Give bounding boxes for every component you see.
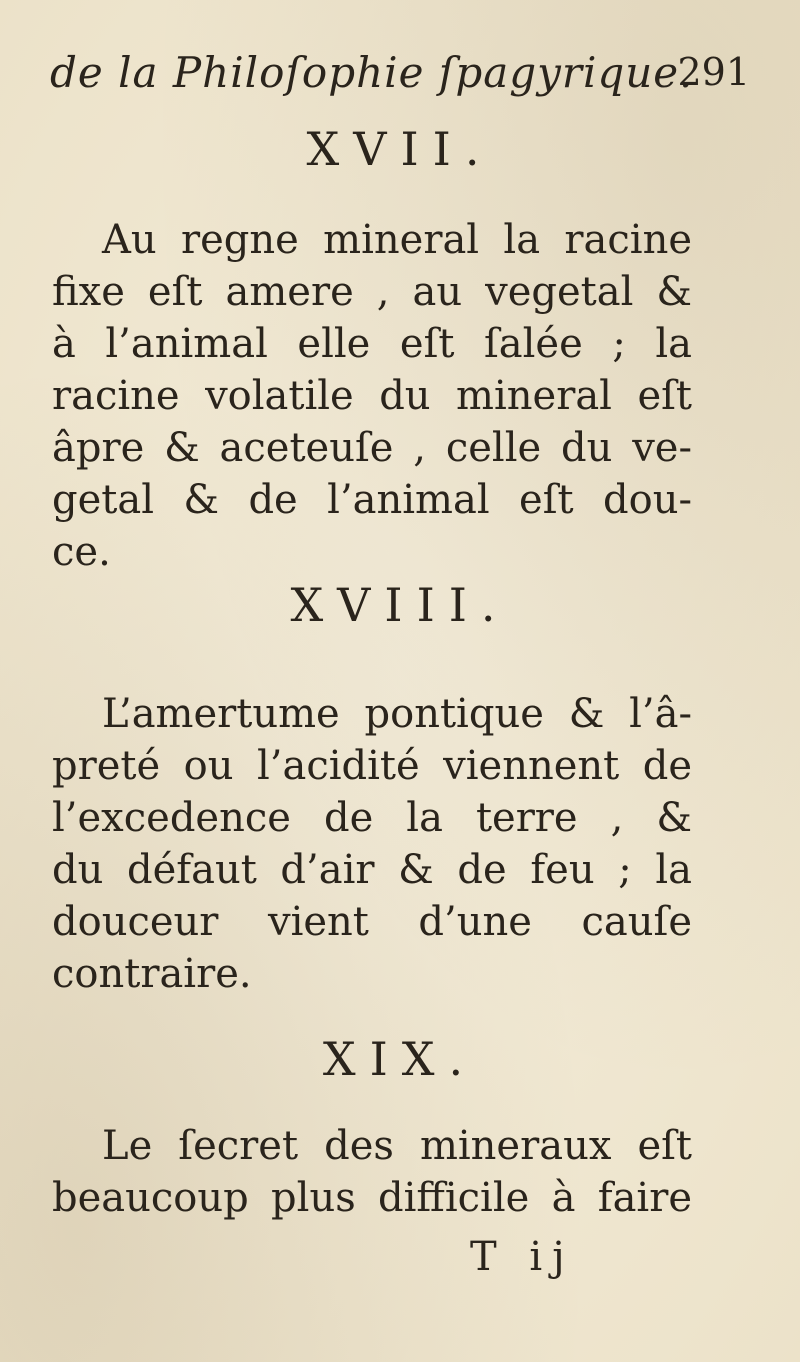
text-line: racine volatile du mineral eſt [52, 373, 692, 419]
page-number: 291 [677, 50, 750, 94]
text-line: L’amertume pontique & l’â- [102, 691, 692, 737]
text-line: l’excedence de la terre , & [52, 795, 692, 841]
text-line: douceur vient d’une cauſe [52, 899, 692, 945]
section-heading-xvii: XVII. [306, 122, 494, 176]
text-line: âpre & aceteuſe , celle du ve- [52, 425, 692, 471]
text-line: du défaut d’air & de feu ; la [52, 847, 692, 893]
text-line: ce. [52, 529, 111, 575]
text-line: contraire. [52, 951, 252, 997]
text-line: beaucoup plus difficile à faire [52, 1175, 692, 1221]
section-heading-xix: XIX. [322, 1032, 478, 1086]
signature-mark: T ij [470, 1234, 575, 1280]
text-line: à l’animal elle eſt ſalée ; la [52, 321, 692, 367]
section-heading-xviii: XVIII. [290, 578, 510, 632]
text-line: Au regne mineral la racine [102, 217, 692, 263]
paragraph-xix [52, 1120, 692, 1224]
running-title: de la Philoſophie ſpagyrique. [50, 48, 694, 97]
text-line: Le ſecret des mineraux eſt [102, 1123, 692, 1169]
text-line: preté ou l’acidité viennent de [52, 743, 692, 789]
running-head [50, 48, 750, 108]
text-line: fixe eſt amere , au vegetal & [52, 269, 692, 315]
paragraph-xvii [52, 214, 692, 578]
paragraph-xviii [52, 688, 692, 1000]
text-line: getal & de l’animal eſt dou- [52, 477, 692, 523]
